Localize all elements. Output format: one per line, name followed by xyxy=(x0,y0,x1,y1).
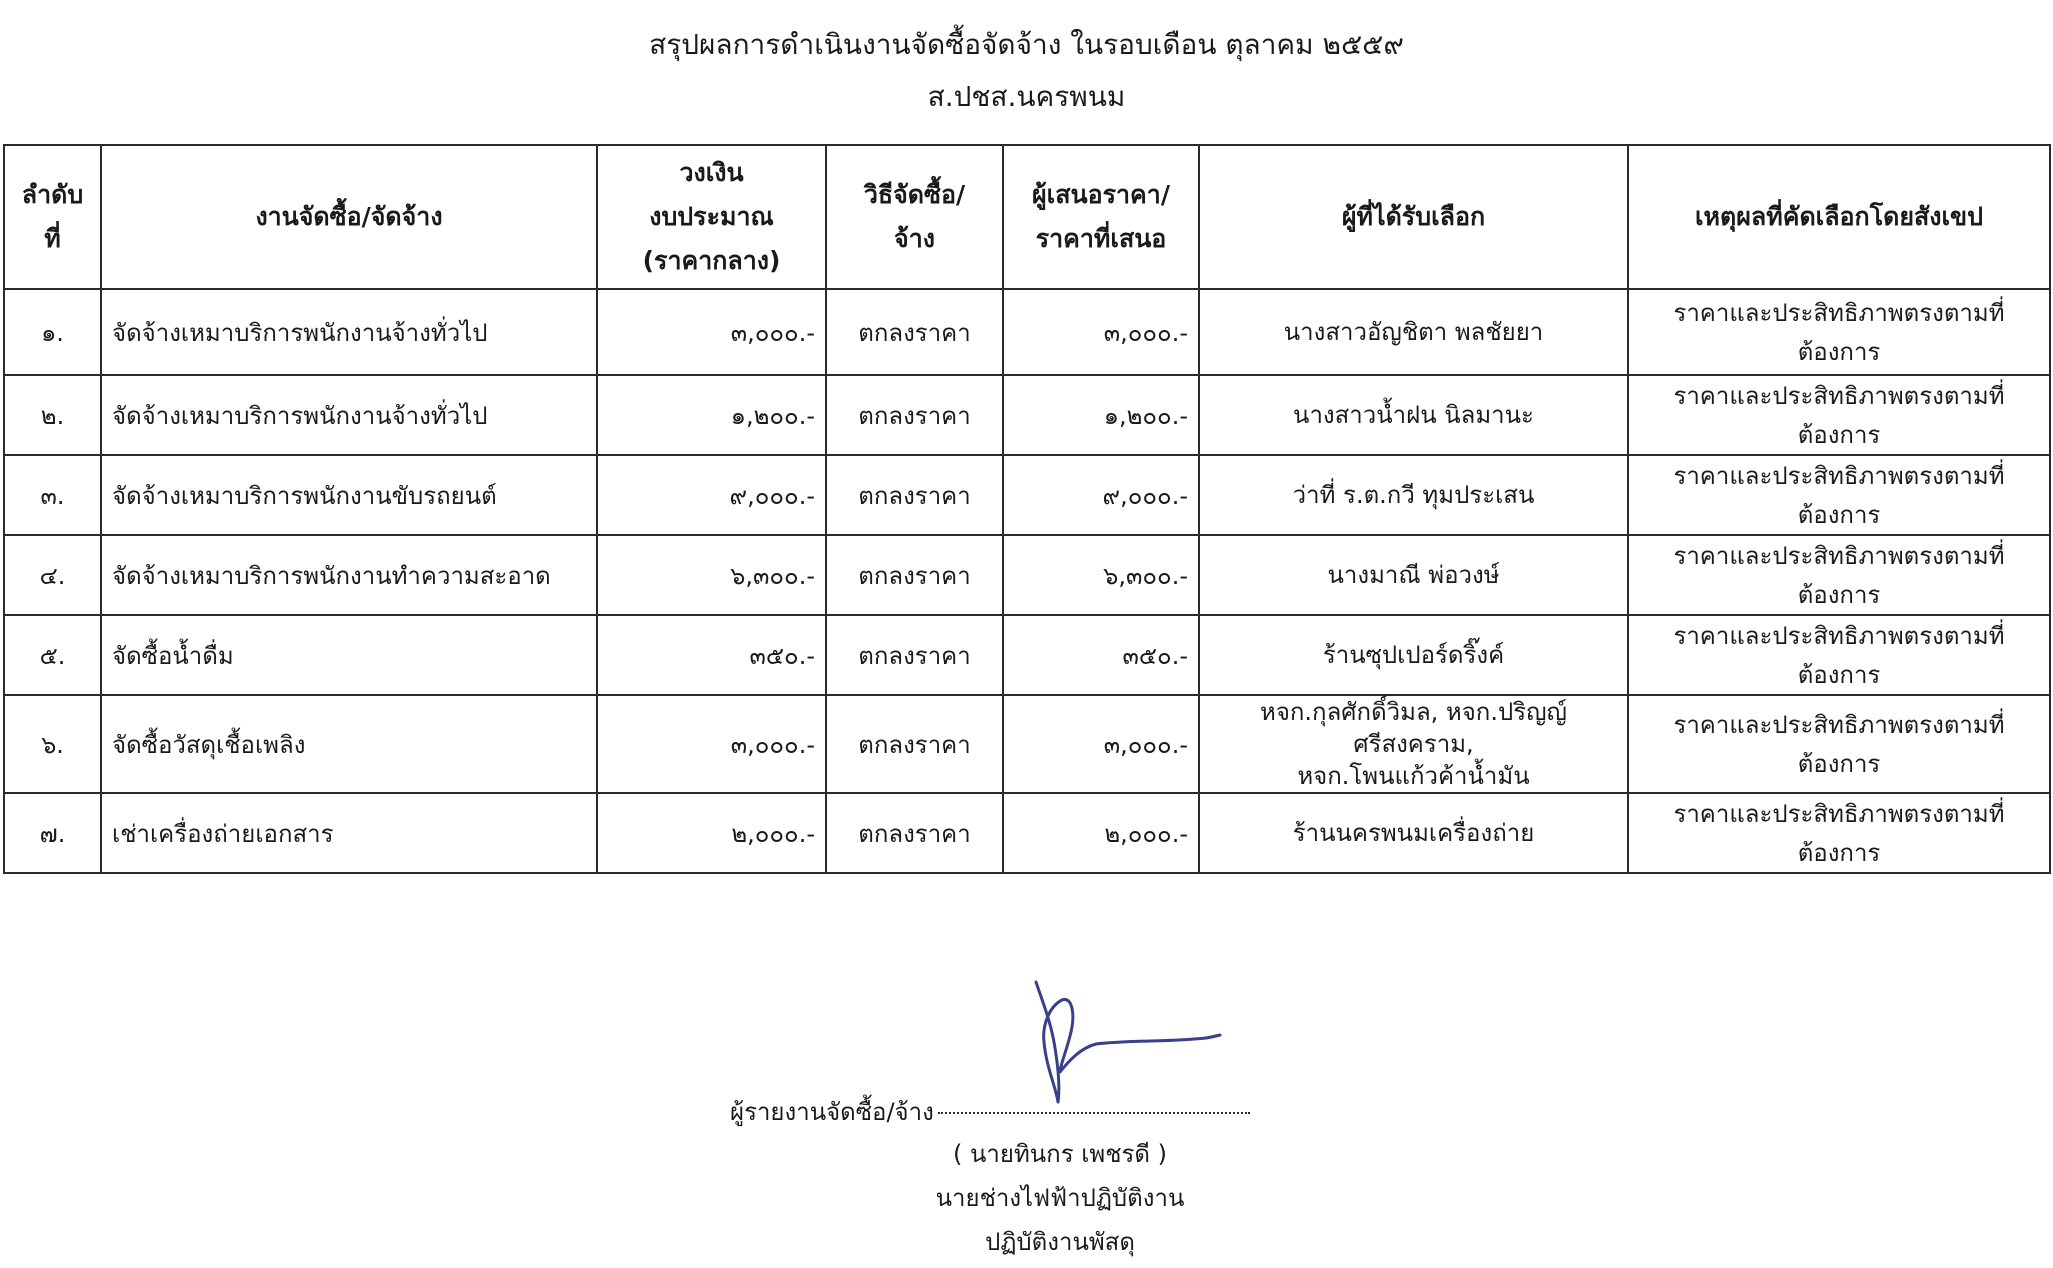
header-no: ลำดับ ที่ xyxy=(4,145,101,289)
winner-line: หจก.กุลศักดิ์วิมล, หจก.ปริญญ์ศรีสงคราม, xyxy=(1260,698,1567,758)
row-budget: ๓,๐๐๐.- xyxy=(597,289,826,375)
header-bid: ผู้เสนอราคา/ ราคาที่เสนอ xyxy=(1003,145,1199,289)
winner-line: หจก.โพนแก้วค้าน้ำมัน xyxy=(1297,762,1530,790)
row-winner: นางมาณี พ่อวงษ์ xyxy=(1199,535,1628,615)
row-task: จัดจ้างเหมาบริการพนักงานขับรถยนต์ xyxy=(101,455,597,535)
row-reason: ราคาและประสิทธิภาพตรงตามที่ต้องการ xyxy=(1628,535,2050,615)
row-number: ๒. xyxy=(4,375,101,455)
row-task: จัดซื้อวัสดุเชื้อเพลิง xyxy=(101,695,597,793)
row-task: จัดจ้างเหมาบริการพนักงานทำความสะอาด xyxy=(101,535,597,615)
row-winner: ว่าที่ ร.ต.กวี ทุมประเสน xyxy=(1199,455,1628,535)
table-row xyxy=(4,375,2050,455)
row-budget: ๑,๒๐๐.- xyxy=(597,375,826,455)
row-reason: ราคาและประสิทธิภาพตรงตามที่ต้องการ xyxy=(1628,615,2050,695)
row-method: ตกลงราคา xyxy=(826,375,1003,455)
signer-duty: ปฏิบัติงานพัสดุ xyxy=(985,1228,1135,1256)
row-task: จัดซื้อน้ำดื่ม xyxy=(101,615,597,695)
table-row xyxy=(4,455,2050,535)
row-bid: ๒,๐๐๐.- xyxy=(1003,793,1199,873)
table-row xyxy=(4,615,2050,695)
row-method: ตกลงราคา xyxy=(826,695,1003,793)
table-row xyxy=(4,289,2050,375)
row-method: ตกลงราคา xyxy=(826,455,1003,535)
header-winner: ผู้ที่ได้รับเลือก xyxy=(1199,145,1628,289)
row-bid: ๑,๒๐๐.- xyxy=(1003,375,1199,455)
table-row xyxy=(4,695,2050,793)
document-title: สรุปผลการดำเนินงานจัดซื้อจัดจ้าง ในรอบเดือน ตุลาคม ๒๕๕๙ xyxy=(649,28,1404,61)
row-reason: ราคาและประสิทธิภาพตรงตามที่ต้องการ xyxy=(1628,793,2050,873)
row-number: ๕. xyxy=(4,615,101,695)
row-number: ๓. xyxy=(4,455,101,535)
header-task: งานจัดซื้อ/จัดจ้าง xyxy=(101,145,597,289)
row-budget: ๖,๓๐๐.- xyxy=(597,535,826,615)
row-bid: ๓๕๐.- xyxy=(1003,615,1199,695)
document-subtitle: ส.ปชส.นครพนม xyxy=(927,80,1126,113)
row-bid: ๙,๐๐๐.- xyxy=(1003,455,1199,535)
row-reason: ราคาและประสิทธิภาพตรงตามที่ต้องการ xyxy=(1628,455,2050,535)
row-budget: ๒,๐๐๐.- xyxy=(597,793,826,873)
row-reason: ราคาและประสิทธิภาพตรงตามที่ต้องการ xyxy=(1628,289,2050,375)
row-winner: ร้านนครพนมเครื่องถ่าย xyxy=(1199,793,1628,873)
signature-line xyxy=(938,1112,1250,1114)
row-number: ๑. xyxy=(4,289,101,375)
row-reason: ราคาและประสิทธิภาพตรงตามที่ต้องการ xyxy=(1628,695,2050,793)
row-bid: ๓,๐๐๐.- xyxy=(1003,289,1199,375)
table-header-row xyxy=(4,145,2050,289)
table-row xyxy=(4,535,2050,615)
row-number: ๗. xyxy=(4,793,101,873)
row-winner: ร้านซุปเปอร์ดริ๊งค์ xyxy=(1199,615,1628,695)
row-number: ๔. xyxy=(4,535,101,615)
signer-name: ( นายทินกร เพชรดี ) xyxy=(953,1140,1167,1168)
row-budget: ๙,๐๐๐.- xyxy=(597,455,826,535)
row-budget: ๓๕๐.- xyxy=(597,615,826,695)
row-method: ตกลงราคา xyxy=(826,793,1003,873)
procurement-table xyxy=(3,144,2051,874)
row-bid: ๓,๐๐๐.- xyxy=(1003,695,1199,793)
row-winner: นางสาวน้ำฝน นิลมานะ xyxy=(1199,375,1628,455)
row-reason: ราคาและประสิทธิภาพตรงตามที่ต้องการ xyxy=(1628,375,2050,455)
row-number: ๖. xyxy=(4,695,101,793)
header-method: วิธีจัดซื้อ/ จ้าง xyxy=(826,145,1003,289)
reporter-label: ผู้รายงานจัดซื้อ/จ้าง xyxy=(730,1098,934,1126)
row-method: ตกลงราคา xyxy=(826,615,1003,695)
header-reason: เหตุผลที่คัดเลือกโดยสังเขป xyxy=(1628,145,2050,289)
row-task: จัดจ้างเหมาบริการพนักงานจ้างทั่วไป xyxy=(101,375,597,455)
row-budget: ๓,๐๐๐.- xyxy=(597,695,826,793)
handwritten-signature xyxy=(1020,970,1230,1110)
table-row xyxy=(4,793,2050,873)
row-task: เช่าเครื่องถ่ายเอกสาร xyxy=(101,793,597,873)
row-task: จัดจ้างเหมาบริการพนักงานจ้างทั่วไป xyxy=(101,289,597,375)
header-budget: วงเงิน งบประมาณ (ราคากลาง) xyxy=(597,145,826,289)
row-winner: นางสาวอัญชิตา พลชัยยา xyxy=(1199,289,1628,375)
row-method: ตกลงราคา xyxy=(826,535,1003,615)
row-method: ตกลงราคา xyxy=(826,289,1003,375)
row-bid: ๖,๓๐๐.- xyxy=(1003,535,1199,615)
signer-position: นายช่างไฟฟ้าปฏิบัติงาน xyxy=(935,1184,1185,1212)
row-winner xyxy=(1199,695,1628,793)
